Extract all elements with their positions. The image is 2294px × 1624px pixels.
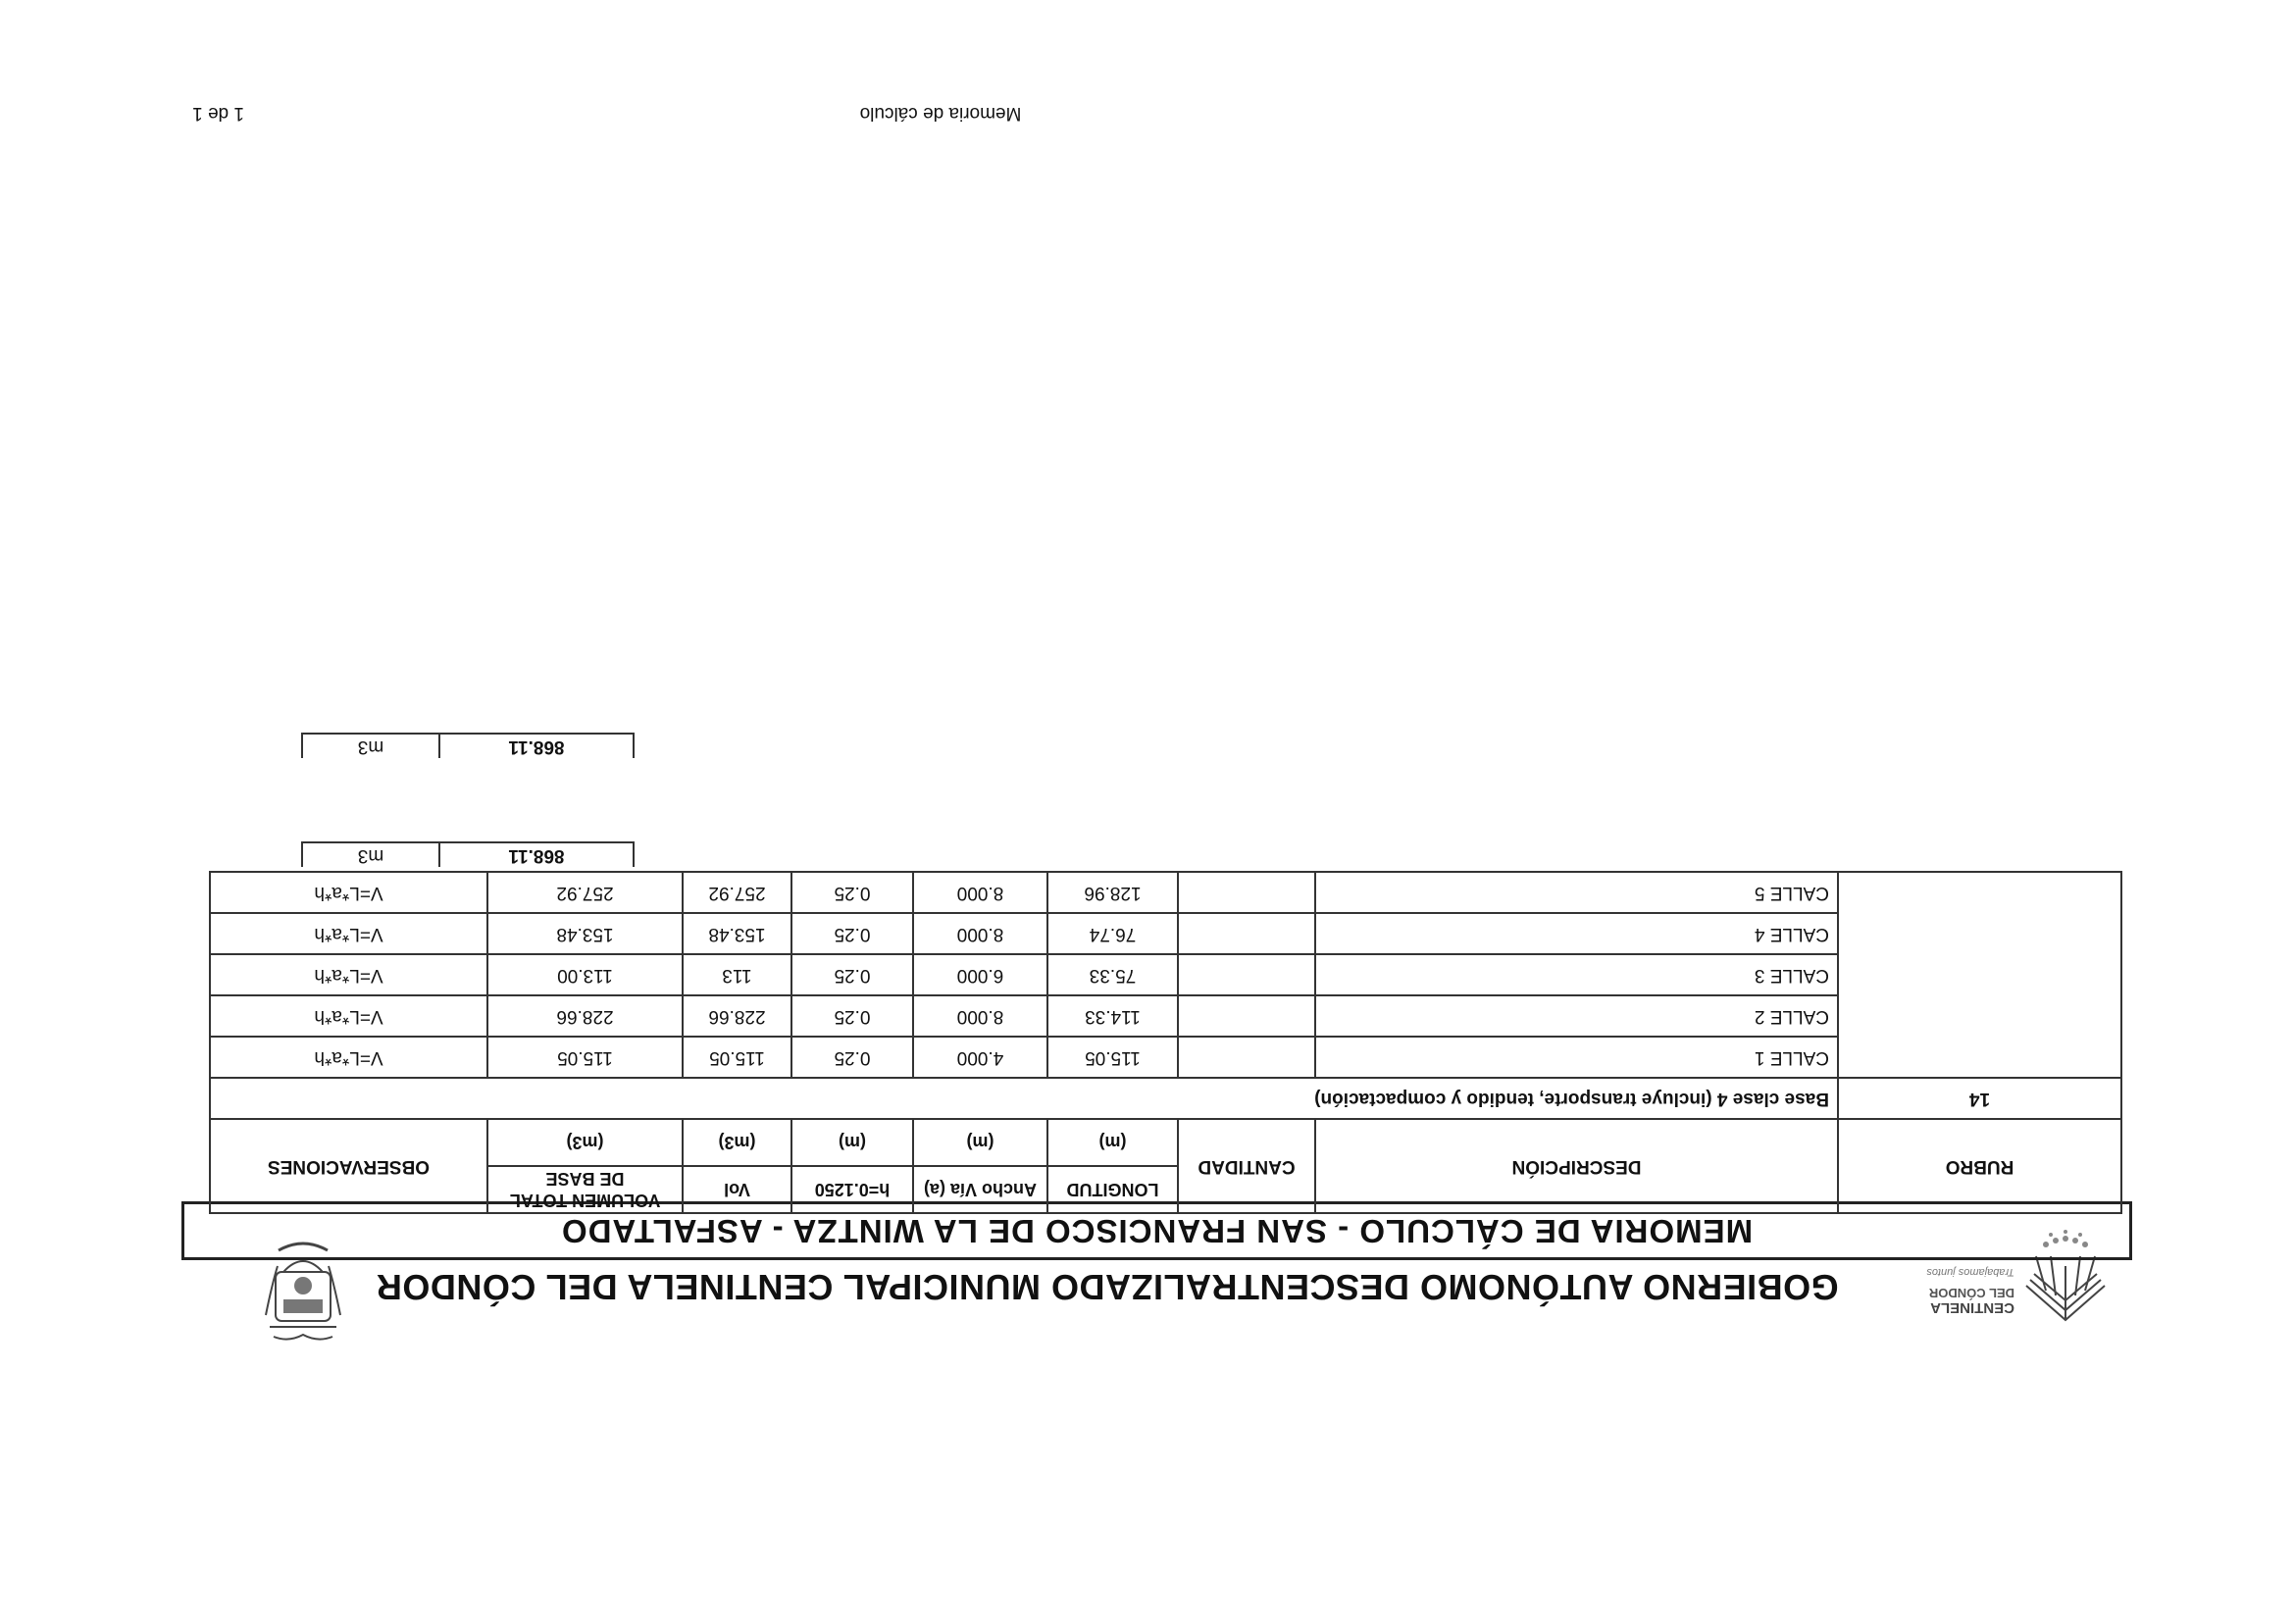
col-header-descripcion: DESCRIPCIÓN (1315, 1119, 1838, 1213)
col-header-ancho: Ancho Vía (a) (913, 1166, 1047, 1213)
rubro-spacer (1838, 872, 2121, 1078)
cell-vol: 228.66 (683, 995, 791, 1037)
document-title: MEMORIA DE CÁLCULO - SAN FRANCISCO DE LA WINTZA - ASFALTADO (181, 1201, 2132, 1260)
subtotal-box (301, 841, 635, 867)
unit-vol: (m3) (683, 1119, 791, 1166)
cell-descripcion: CALLE 5 (1315, 872, 1838, 913)
cell-observaciones: V=L*a*h (210, 954, 487, 995)
col-header-vol: Vol (683, 1166, 791, 1213)
unit-volumen-total: (m3) (487, 1119, 683, 1166)
item-row (210, 1078, 2121, 1119)
unit-ancho: (m) (913, 1119, 1047, 1166)
cell-vol: 115.05 (683, 1037, 791, 1078)
cell-descripcion: CALLE 3 (1315, 954, 1838, 995)
table-row (210, 954, 2121, 995)
cell-ancho: 8.000 (913, 872, 1047, 913)
cell-cantidad (1178, 872, 1315, 913)
cell-longitud: 75.33 (1047, 954, 1178, 995)
col-header-h: h=0.1250 (791, 1166, 913, 1213)
grand-total-unit: m3 (357, 736, 384, 757)
cell-ancho: 4.000 (913, 1037, 1047, 1078)
cell-h: 0.25 (791, 995, 913, 1037)
cell-total: 257.92 (487, 872, 683, 913)
cell-h: 0.25 (791, 1037, 913, 1078)
cell-longitud: 114.33 (1047, 995, 1178, 1037)
cell-h: 0.25 (791, 913, 913, 954)
cell-cantidad (1178, 954, 1315, 995)
grand-total-value: 868.11 (438, 735, 633, 758)
cell-observaciones: V=L*a*h (210, 1037, 487, 1078)
cell-h: 0.25 (791, 872, 913, 913)
col-header-cantidad: CANTIDAD (1178, 1119, 1315, 1213)
item-descripcion: Base clase 4 (incluye transporte, tendido y compactación) (210, 1078, 1838, 1119)
subtotal-unit: m3 (357, 845, 384, 866)
cell-descripcion: CALLE 4 (1315, 913, 1838, 954)
table-row (210, 913, 2121, 954)
cell-descripcion: CALLE 2 (1315, 995, 1838, 1037)
cell-cantidad (1178, 995, 1315, 1037)
institution-title: GOBIERNO AUTÓNOMO DESCENTRALIZADO MUNICIPAL CENTINELA DEL CÓNDOR (376, 1267, 1839, 1307)
table-row (210, 1037, 2121, 1078)
logo-text-top: CENTINELA (1930, 1299, 2014, 1316)
col-header-volumen-total: VOLUMEN TOTAL DE BASE (487, 1166, 683, 1213)
cell-h: 0.25 (791, 954, 913, 995)
cell-cantidad (1178, 1037, 1315, 1078)
unit-longitud: (m) (1047, 1119, 1178, 1166)
cell-ancho: 8.000 (913, 913, 1047, 954)
table-row (210, 995, 2121, 1037)
footer-title: Memoria de cálculo (859, 103, 1022, 124)
col-header-longitud: LONGITUD (1047, 1166, 1178, 1213)
table-header-row (210, 1166, 2121, 1213)
col-header-observaciones: OBSERVACIONES (210, 1119, 487, 1213)
cell-total: 153.48 (487, 913, 683, 954)
cell-ancho: 6.000 (913, 954, 1047, 995)
table-row (210, 872, 2121, 913)
calculation-table (209, 871, 2122, 1214)
cell-total: 113.00 (487, 954, 683, 995)
subtotal-value: 868.11 (438, 843, 633, 867)
cell-descripcion: CALLE 1 (1315, 1037, 1838, 1078)
unit-h: (m) (791, 1119, 913, 1166)
cell-observaciones: V=L*a*h (210, 872, 487, 913)
page-number: 1 de 1 (192, 103, 244, 124)
cell-longitud: 115.05 (1047, 1037, 1178, 1078)
cell-observaciones: V=L*a*h (210, 913, 487, 954)
cell-ancho: 8.000 (913, 995, 1047, 1037)
cell-vol: 153.48 (683, 913, 791, 954)
col-header-rubro: RUBRO (1838, 1119, 2121, 1213)
cell-vol: 113 (683, 954, 791, 995)
cell-total: 115.05 (487, 1037, 683, 1078)
logo-text-bottom: DEL CÓNDOR (1928, 1286, 2014, 1300)
grand-total-box (301, 733, 635, 758)
cell-longitud: 76.74 (1047, 913, 1178, 954)
cell-vol: 257.92 (683, 872, 791, 913)
item-rubro: 14 (1838, 1078, 2121, 1119)
cell-observaciones: V=L*a*h (210, 995, 487, 1037)
cell-longitud: 128.96 (1047, 872, 1178, 913)
cell-total: 228.66 (487, 995, 683, 1037)
logo-tagline: Trabajamos juntos (1926, 1266, 2014, 1278)
cell-cantidad (1178, 913, 1315, 954)
